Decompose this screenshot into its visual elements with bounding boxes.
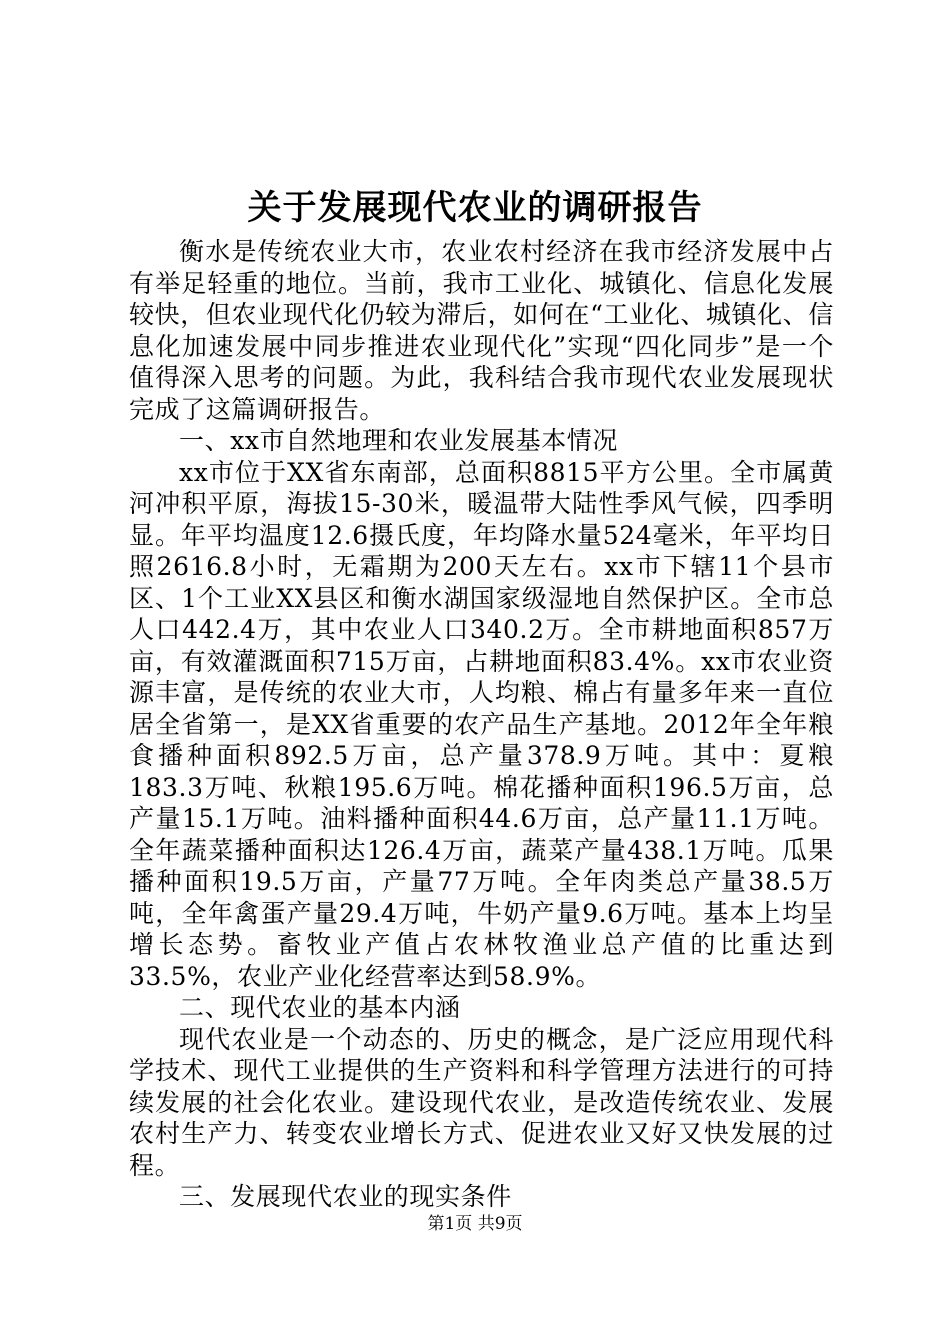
section-1-paragraph: xx市位于XX省东南部，总面积8815平方公里。全市属黄河冲积平原，海拔15-30米，暖温带大陆性季风气候，四季明显。年平均温度12.6摄氏度，年均降水量524毫米，年平均日照2616.8小时，无霜期为200天左右。xx市下辖11个县市区、1个工业XX县区和衡水湖国家级湿地自然保护区。全市总人口442.4万，其中农业人口340.2万。全市耕地面积857万亩，有效灌溉面积715万亩，占耕地面积83.4%。xx市农业资源丰富，是传统的农业大市，人均粮、棉占有量多年来一直位居全省第一，是XX省重要的农产品生产基地。2012年全年粮食播种面积892.5万亩，总产量378.9万吨。其中：夏粮183.3万吨、秋粮195.6万吨。棉花播种面积196.5万亩，总产量15.1万吨。油料播种面积44.6万亩，总产量11.1万吨。全年蔬菜播种面积达126.4万亩，蔬菜产量438.1万吨。瓜果播种面积19.5万亩，产量77万吨。全年肉类总产量38.5万吨，全年禽蛋产量29.4万吨，牛奶产量9.6万吨。基本上均呈增长态势。畜牧业产值占农林牧渔业总产值的比重达到33.5%，农业产业化经营率达到58.9%。 [129,457,834,991]
section-heading-2: 二、现代农业的基本内涵 [179,993,461,1022]
document-body [129,236,834,1213]
page-footer: 第1页 共9页 [427,1214,523,1234]
document-title: 关于发展现代农业的调研报告 [247,188,703,228]
intro-paragraph: 衡水是传统农业大市，农业农村经济在我市经济发展中占有举足轻重的地位。当前，我市工业化、城镇化、信息化发展较快，但农业现代化仍较为滞后，如何在“工业化、城镇化、信息化加速发展中同步推进农业现代化”实现“四化同步”是一个值得深入思考的问题。为此，我科结合我市现代农业发展现状完成了这篇调研报告。 [129,237,834,424]
section-heading-1: 一、xx市自然地理和农业发展基本情况 [179,426,618,455]
section-heading-3: 三、发展现代农业的现实条件 [179,1182,512,1211]
section-2-paragraph: 现代农业是一个动态的、历史的概念，是广泛应用现代科学技术、现代工业提供的生产资料和科学管理方法进行的可持续发展的社会化农业。建设现代农业，是改造传统农业、发展农村生产力、转变农业增长方式、促进农业又好又快发展的过程。 [129,1024,834,1180]
